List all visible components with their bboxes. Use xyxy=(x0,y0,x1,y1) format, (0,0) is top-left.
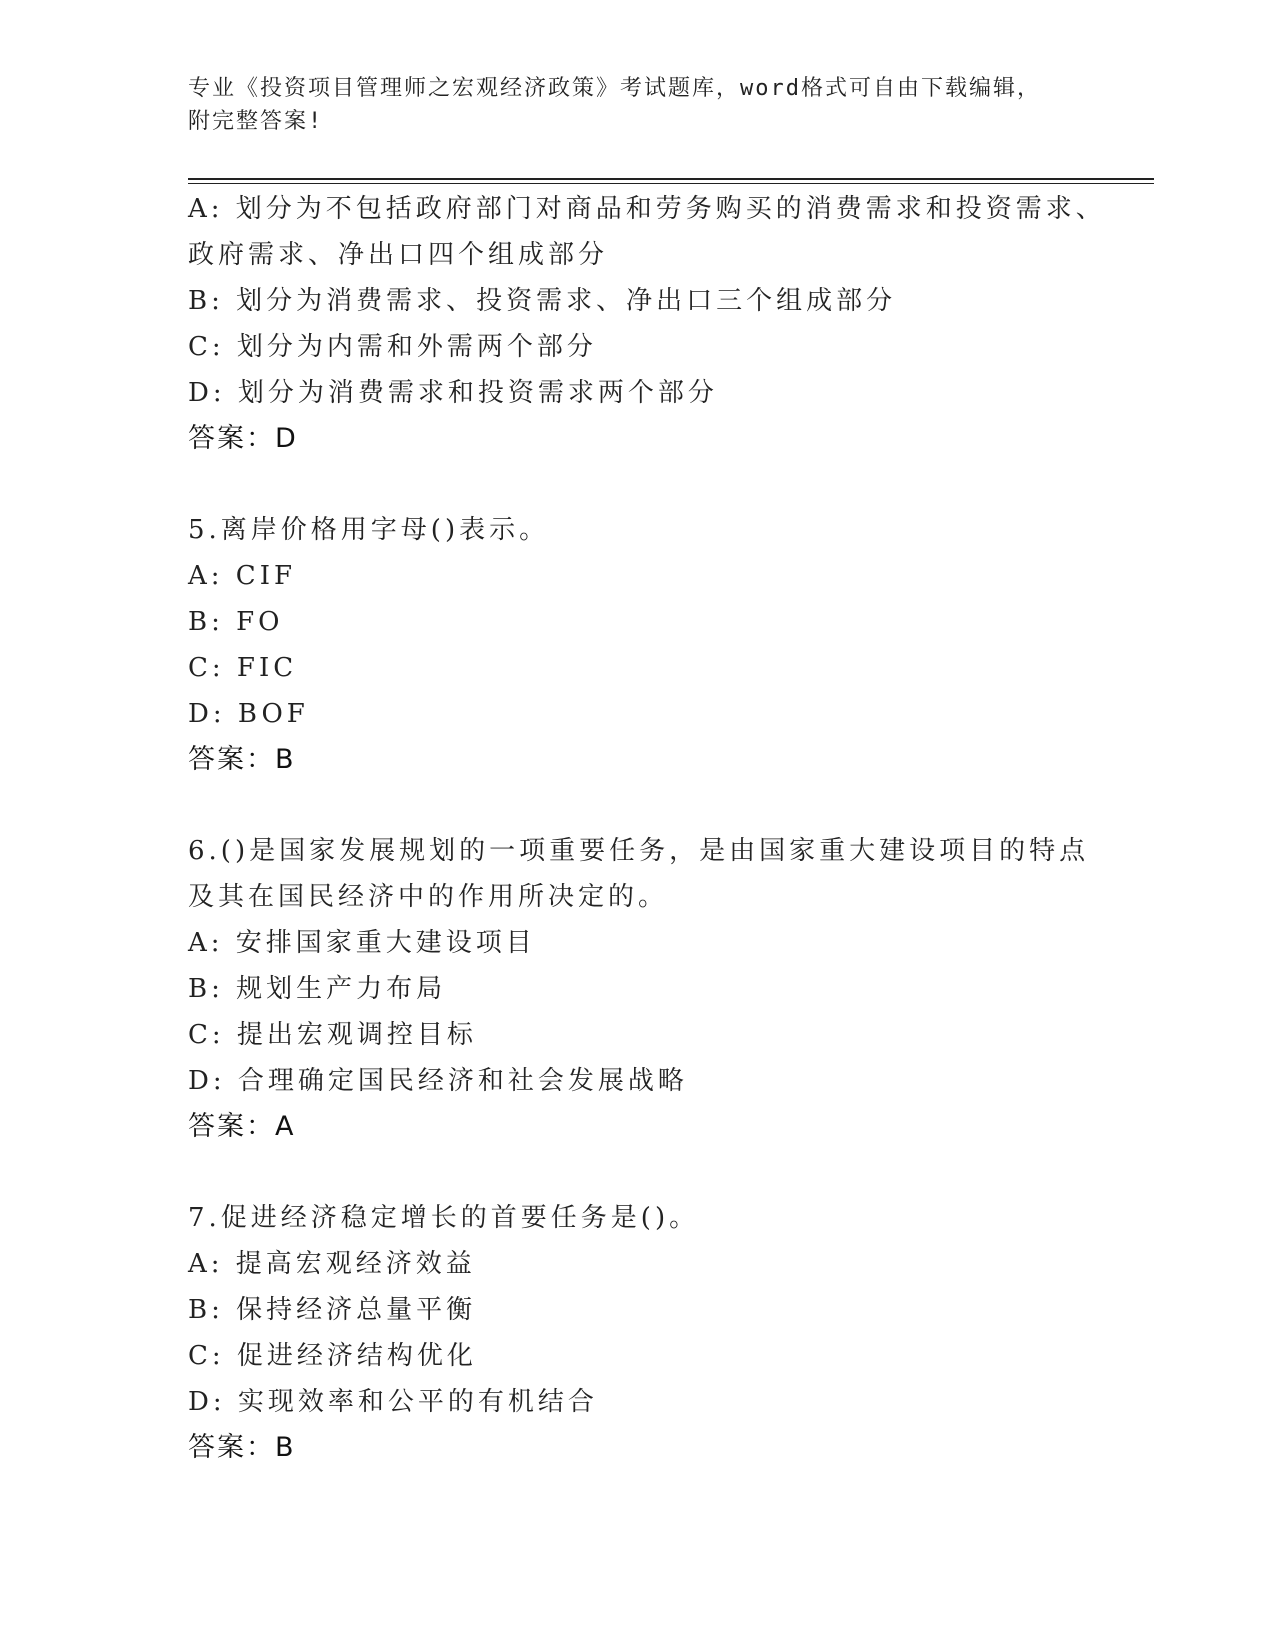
question-block xyxy=(188,828,1088,1150)
option-b: B: FO xyxy=(188,607,284,637)
option-a-continued: 政府需求、净出口四个组成部分 xyxy=(188,240,609,270)
spacer xyxy=(188,462,1088,507)
question-stem: 6.()是国家发展规划的一项重要任务，是由国家重大建设项目的特点 xyxy=(188,836,1090,866)
option-b: B: 划分为消费需求、投资需求、净出口三个组成部分 xyxy=(188,286,897,316)
option-c: C: 提出宏观调控目标 xyxy=(188,1020,477,1050)
option-d: D: 划分为消费需求和投资需求两个部分 xyxy=(188,378,718,408)
spacer xyxy=(188,783,1088,828)
answer-label: 答案：B xyxy=(188,1432,296,1463)
option-a: A: 提高宏观经济效益 xyxy=(188,1249,476,1279)
question-block xyxy=(188,186,1106,462)
header-line-1: 专业《投资项目管理师之宏观经济政策》考试题库，word格式可自由下载编辑， xyxy=(188,76,1041,101)
header-line-2: 附完整答案! xyxy=(188,109,324,134)
option-a: A: 划分为不包括政府部门对商品和劳务购买的消费需求和投资需求、 xyxy=(188,194,1106,224)
option-a: A: CIF xyxy=(188,561,297,591)
option-c: C: 划分为内需和外需两个部分 xyxy=(188,332,597,362)
question-stem: 5.离岸价格用字母()表示。 xyxy=(188,515,550,545)
option-d: D: 合理确定国民经济和社会发展战略 xyxy=(188,1066,688,1096)
header-divider-thick xyxy=(188,178,1154,180)
option-a: A: 安排国家重大建设项目 xyxy=(188,928,536,958)
option-d: D: BOF xyxy=(188,699,309,729)
answer-label: 答案：B xyxy=(188,744,296,775)
question-stem-continued: 及其在国民经济中的作用所决定的。 xyxy=(188,882,669,912)
answer-label: 答案：D xyxy=(188,423,298,454)
question-block xyxy=(188,1195,1088,1471)
question-stem: 7.促进经济稳定增长的首要任务是()。 xyxy=(188,1203,700,1233)
header-divider-thin xyxy=(188,183,1154,184)
option-c: C: FIC xyxy=(188,653,298,683)
document-header xyxy=(188,72,1068,138)
question-block xyxy=(188,507,1088,783)
option-d: D: 实现效率和公平的有机结合 xyxy=(188,1387,598,1417)
question-list xyxy=(188,186,1106,1471)
option-b: B: 保持经济总量平衡 xyxy=(188,1295,477,1325)
option-b: B: 规划生产力布局 xyxy=(188,974,447,1004)
answer-label: 答案：A xyxy=(188,1111,296,1142)
spacer xyxy=(188,1150,1088,1195)
option-c: C: 促进经济结构优化 xyxy=(188,1341,477,1371)
